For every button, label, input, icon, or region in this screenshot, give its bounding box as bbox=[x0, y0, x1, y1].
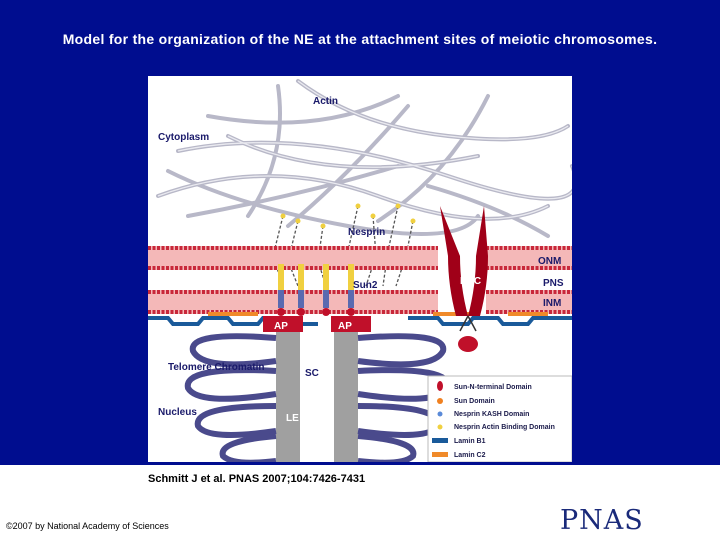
figure-panel bbox=[148, 76, 572, 462]
label-nesprin: Nesprin bbox=[348, 227, 386, 238]
label-ap-left: AP bbox=[274, 321, 288, 332]
label-cytoplasm: Cytoplasm bbox=[158, 132, 210, 143]
label-sun2: Sun2 bbox=[353, 280, 378, 291]
label-onm: ONM bbox=[538, 256, 562, 267]
label-npc: NPC bbox=[460, 276, 482, 287]
legend-label-sun-domain: Sun Domain bbox=[454, 398, 495, 405]
label-le-left: LE bbox=[286, 413, 299, 424]
legend-label-lamin-b1: Lamin B1 bbox=[454, 438, 486, 445]
inner-nuclear-membrane bbox=[148, 290, 572, 314]
label-actin: Actin bbox=[313, 96, 338, 107]
citation: Schmitt J et al. PNAS 2007;104:7426-7431 bbox=[148, 473, 366, 485]
legend-label-sun-n-terminal: Sun-N-terminal Domain bbox=[454, 384, 532, 391]
pnas-logo: PNAS bbox=[560, 505, 644, 536]
label-inm: INM bbox=[543, 298, 562, 309]
legend-label-kash: Nesprin KASH Domain bbox=[454, 411, 530, 418]
label-ce: CE bbox=[305, 433, 319, 444]
slide-title: Model for the organization of the NE at the attachment sites of meiotic chromosomes. bbox=[62, 31, 658, 47]
label-telomere-chromatin: Telomere Chromatin bbox=[168, 362, 265, 373]
label-pns: PNS bbox=[543, 278, 564, 289]
label-nucleus: Nucleus bbox=[158, 407, 197, 418]
label-le-right: LE bbox=[321, 413, 334, 424]
copyright-notice: ©2007 by National Academy of Sciences bbox=[6, 521, 169, 531]
legend-label-lamin-c2: Lamin C2 bbox=[454, 452, 486, 459]
legend-label-actin-binding: Nesprin Actin Binding Domain bbox=[454, 424, 555, 431]
outer-nuclear-membrane bbox=[148, 246, 572, 270]
label-ap-right: AP bbox=[338, 321, 352, 332]
label-sc: SC bbox=[305, 368, 319, 379]
